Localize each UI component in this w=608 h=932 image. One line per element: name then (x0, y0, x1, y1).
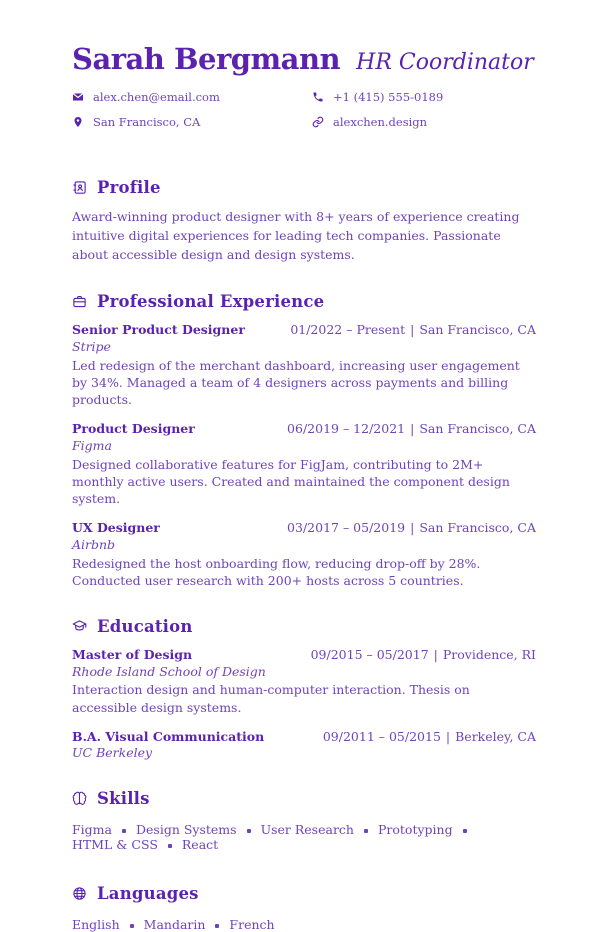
location-icon (72, 116, 84, 128)
briefcase-icon (72, 294, 87, 309)
section-profile (72, 178, 536, 264)
link-icon (312, 116, 324, 128)
phone-icon (312, 91, 324, 103)
dot-separator (122, 829, 126, 833)
entry-description: Redesigned the host onboarding flow, reducing drop-off by 28%. Conducted user research with 200+ hosts across 5 countries. (72, 555, 481, 588)
dot-separator (168, 844, 172, 848)
name-row (72, 44, 536, 75)
entry-dates: 01/2022 – Present (290, 322, 406, 338)
email-icon (72, 91, 84, 103)
section-profile-heading (72, 178, 536, 197)
graduation-cap-icon (72, 619, 87, 634)
entry-meta (323, 729, 536, 745)
brain-icon (72, 791, 87, 806)
contact-phone-text: +1 (415) 555-0189 (333, 90, 444, 104)
pipe-separator: | (445, 728, 451, 744)
entry-location: San Francisco, CA (419, 322, 536, 338)
section-languages-title: Languages (97, 884, 199, 903)
id-card-icon (72, 180, 87, 195)
entry-dates: 09/2011 – 05/2015 (322, 728, 441, 744)
entry-dates: 03/2017 – 05/2019 (287, 520, 406, 536)
entry-role: Senior Product Designer (72, 322, 245, 338)
skills-list (72, 822, 536, 852)
entry-description: Interaction design and human-computer interaction. Thesis on accessible design systems. (72, 682, 470, 715)
contact-email-text: alex.chen@email.com (93, 90, 220, 104)
entry-company: Stripe (72, 338, 111, 354)
skill-item: User Research (260, 822, 354, 837)
contact-website (312, 115, 536, 129)
section-languages (72, 884, 536, 932)
globe-icon (72, 886, 87, 901)
entry-dates: 09/2015 – 05/2017 (310, 647, 429, 662)
dot-separator (247, 829, 251, 833)
section-education (72, 617, 536, 761)
entry-role: Product Designer (72, 421, 195, 437)
person-job-title: HR Coordinator (356, 50, 534, 75)
entry-degree: Master of Design (72, 647, 193, 662)
contact-email (72, 90, 312, 104)
entry-meta (287, 421, 536, 437)
contact-location (72, 115, 312, 129)
entry-company: Airbnb (72, 536, 116, 552)
entry-meta (287, 520, 536, 536)
skill-item: Design Systems (135, 822, 237, 837)
pipe-separator: | (433, 647, 438, 662)
entry-school: UC Berkeley (72, 745, 153, 761)
profile-summary: Award-winning product designer with 8+ years of experience creating intuitive digital experiences for leading tech companies. Passionate about accessible design and design systems. (72, 209, 520, 262)
entry-description: Led redesign of the merchant dashboard, increasing user engagement by 34%. Managed a team of 4 designers across payments and billing products. (72, 357, 520, 407)
entry-location: San Francisco, CA (419, 421, 536, 437)
pipe-separator: | (410, 421, 415, 437)
experience-entry (72, 421, 536, 507)
section-languages-heading (72, 884, 536, 903)
section-experience-heading (72, 292, 536, 311)
section-experience-title: Professional Experience (97, 292, 325, 312)
pipe-separator: | (410, 520, 415, 536)
dot-separator (215, 924, 219, 928)
contact-info (72, 90, 536, 129)
entry-company: Figma (72, 437, 112, 453)
contact-website-text: alexchen.design (333, 115, 428, 129)
entry-location: San Francisco, CA (419, 520, 536, 536)
resume-header (72, 44, 536, 129)
language-item: French (229, 917, 275, 932)
entry-location: Berkeley, CA (455, 728, 536, 744)
entry-meta (290, 322, 536, 338)
entry-school: Rhode Island School of Design (72, 663, 266, 679)
section-education-heading (72, 617, 536, 636)
skill-item: HTML & CSS (72, 837, 158, 852)
language-item: Mandarin (143, 917, 206, 932)
section-skills (72, 789, 536, 852)
skill-item: React (181, 837, 219, 852)
entry-dates: 06/2019 – 12/2021 (287, 421, 406, 437)
pipe-separator: | (410, 322, 415, 338)
entry-location: Providence, RI (442, 647, 536, 662)
section-skills-heading (72, 789, 536, 808)
skill-item: Figma (72, 822, 112, 837)
entry-meta (311, 647, 536, 663)
section-education-title: Education (97, 617, 193, 636)
contact-phone (312, 90, 536, 104)
section-skills-title: Skills (97, 789, 150, 808)
education-entry (72, 729, 536, 761)
entry-description: Designed collaborative features for FigJam, contributing to 2M+ monthly active users. Created and maintained the component design system. (72, 456, 510, 506)
language-item: English (72, 917, 120, 932)
skill-item: Prototyping (377, 822, 453, 837)
dot-separator (364, 829, 368, 833)
dot-separator (463, 829, 467, 833)
experience-entry (72, 322, 536, 408)
section-experience (72, 292, 536, 589)
section-profile-title: Profile (97, 178, 161, 197)
entry-role: UX Designer (72, 520, 160, 536)
education-entry (72, 647, 536, 716)
person-name: Sarah Bergmann (72, 42, 341, 76)
dot-separator (130, 924, 134, 928)
entry-degree: B.A. Visual Communication (72, 728, 265, 744)
languages-list (72, 917, 536, 932)
experience-entry (72, 520, 536, 589)
contact-location-text: San Francisco, CA (93, 115, 201, 129)
